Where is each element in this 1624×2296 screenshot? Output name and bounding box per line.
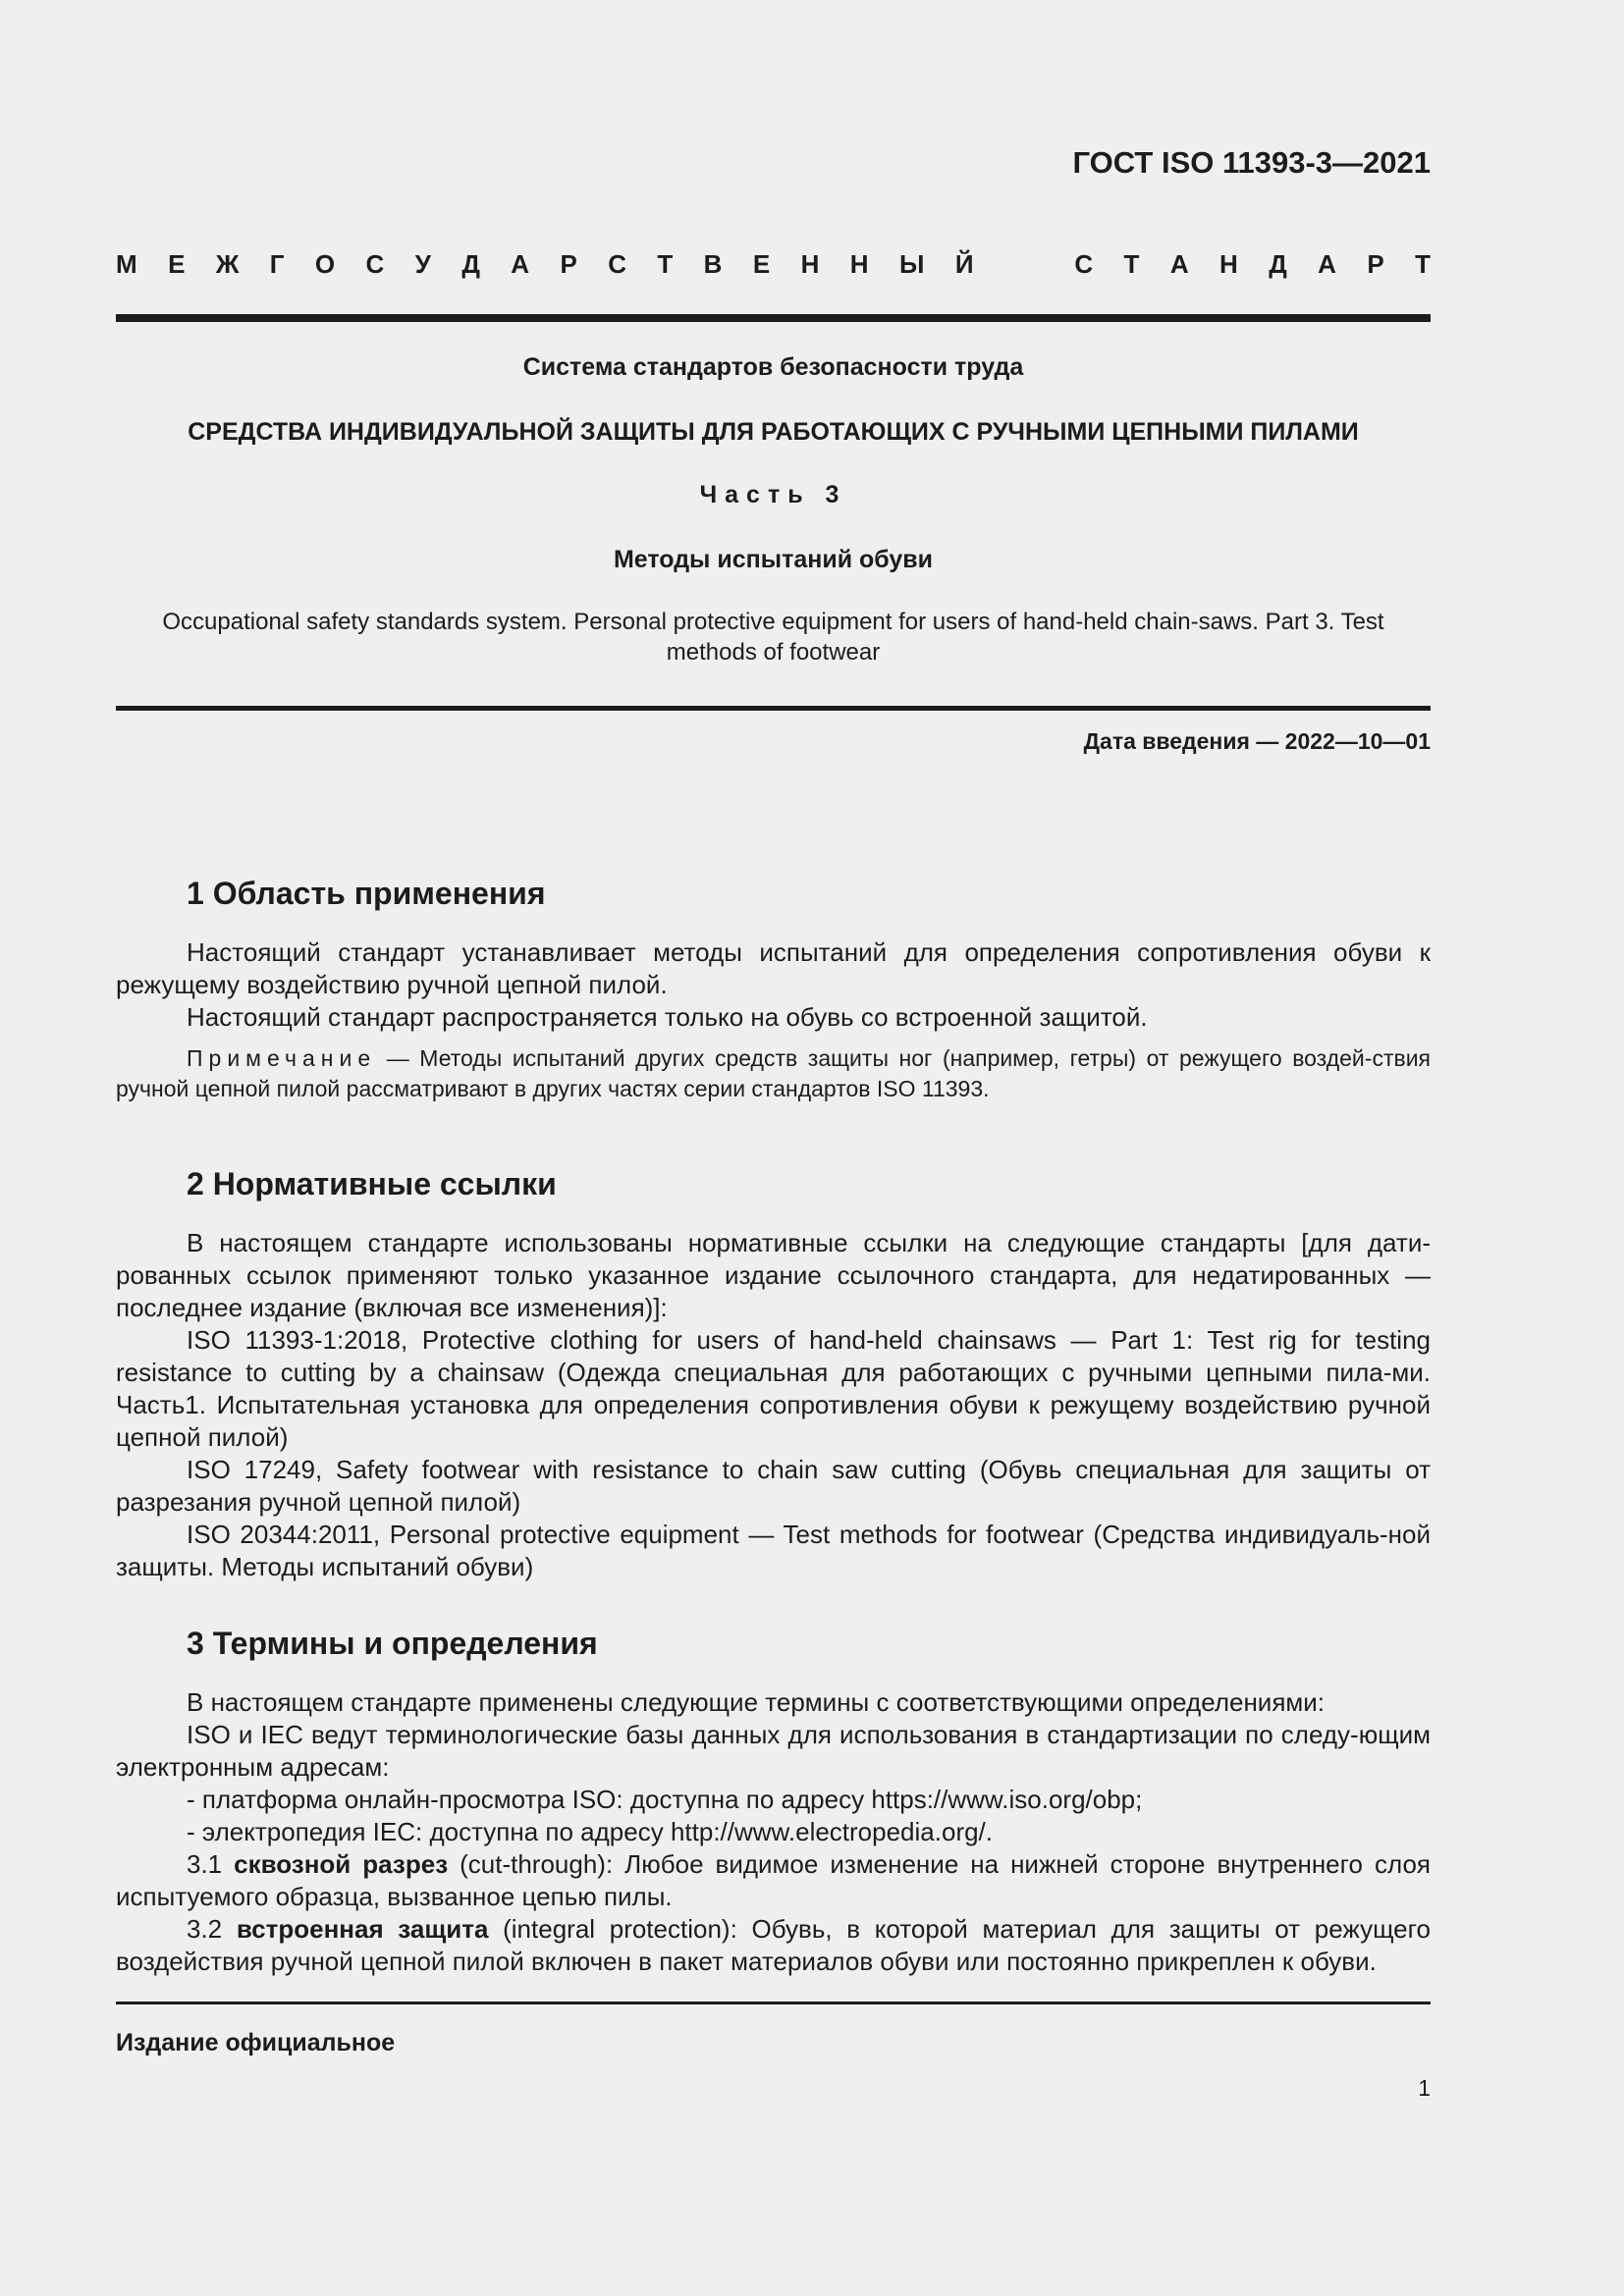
heading-letter: А xyxy=(1169,249,1189,279)
english-title: Occupational safety standards system. Personal protective equipment for users of hand-held chain-saws. Part 3. Test methods of footwear xyxy=(162,609,1384,666)
section-2-body xyxy=(116,1227,1431,1583)
heading-letter: В xyxy=(703,249,723,279)
heading-letter: Й xyxy=(954,249,974,279)
heading-letter: А xyxy=(1318,249,1336,279)
page-number: 1 xyxy=(1418,2075,1431,2101)
reference-item: ISO 11393-1:2018, Protective clothing for users of hand-held chainsaws — Part 1: Test rig for testing resistance to cutting by a chainsaw (Одежда специальная для работающих с ручными цепными пила-ми. Часть1. Испытательная установка для определения сопротивления обуви к режущему воздействию ручной цепной пилой) xyxy=(116,1325,1431,1452)
term: сквозной разрез xyxy=(234,1849,449,1879)
heading-letter: Е xyxy=(168,249,186,279)
heading-letter: Е xyxy=(752,249,771,279)
list-item: - электропедия IEC: доступна по адресу http://www.electropedia.org/. xyxy=(187,1817,994,1846)
heading-letter: У xyxy=(414,249,431,279)
term-definition xyxy=(116,1913,1431,1978)
part-title: Часть 3 xyxy=(699,481,847,508)
reference-item: ISO 20344:2011, Personal protective equipment — Test methods for footwear (Средства индивидуаль-ной защиты. Методы испытаний обуви) xyxy=(116,1520,1431,1581)
heading-letter: Т xyxy=(1123,249,1140,279)
definition: (integral protection): Обувь, в которой материал для защиты от режущего воздействия ручной цепной пилой включен в пакет материалов обуви или постоянно прикреплен к обуви. xyxy=(116,1914,1431,1976)
section-3-body xyxy=(116,1686,1431,1978)
heading-letter: Т xyxy=(1415,249,1431,279)
paragraph: В настоящем стандарте использованы нормативные ссылки на следующие стандарты [для дати-рованных ссылок применяют только указанное издание ссылочного стандарта, для недатированных — последнее издание (включая все изменения)]: xyxy=(116,1228,1431,1322)
heading-letter: Г xyxy=(269,249,285,279)
heading-letter: С xyxy=(1074,249,1094,279)
introduction-date: Дата введения — 2022—10—01 xyxy=(1083,728,1431,754)
heading-letter: Р xyxy=(560,249,577,279)
heading-letter: А xyxy=(511,249,530,279)
main-title: СРЕДСТВА ИНДИВИДУАЛЬНОЙ ЗАЩИТЫ ДЛЯ РАБОТАЮЩИХ С РУЧНЫМИ ЦЕПНЫМИ ПИЛАМИ xyxy=(188,418,1359,446)
paragraph: В настоящем стандарте применены следующие термины с соответствующими определениями: xyxy=(187,1687,1326,1717)
standard-code: ГОСТ ISO 11393-3—2021 xyxy=(1072,145,1431,180)
term: встроенная защита xyxy=(236,1914,489,1944)
note-label: Примечание xyxy=(187,1045,377,1071)
heading-letter: Р xyxy=(1367,249,1384,279)
section-3-title: 3 Термины и определения xyxy=(187,1626,598,1661)
list-item: - платформа онлайн-просмотра ISO: доступна по адресу https://www.iso.org/obp; xyxy=(187,1785,1143,1814)
paragraph: Настоящий стандарт распространяется только на обувь со встроенной защитой. xyxy=(187,1002,1148,1032)
term-number: 3.1 xyxy=(187,1849,235,1879)
header-rule xyxy=(116,314,1431,322)
heading-letter: М xyxy=(116,249,137,279)
heading-letter: О xyxy=(314,249,336,279)
heading-letter: С xyxy=(608,249,626,279)
heading-letter: С xyxy=(365,249,385,279)
footer-rule xyxy=(116,2002,1431,2004)
heading-letter: Ы xyxy=(898,249,925,279)
heading-letter: Д xyxy=(1269,249,1287,279)
heading-letter: Т xyxy=(657,249,674,279)
title-rule xyxy=(116,706,1431,711)
section-2-title: 2 Нормативные ссылки xyxy=(187,1166,557,1201)
note-text: — Методы испытаний других средств защиты ног (например, гетры) от режущего воздей-ствия ручной цепной пилой рассматривают в других частях серии стандартов ISO 11393. xyxy=(116,1045,1431,1101)
section-1-body xyxy=(116,936,1431,1104)
reference-item: ISO 17249, Safety footwear with resistance to chain saw cutting (Обувь специальная для защиты от разрезания ручной цепной пилой) xyxy=(116,1455,1431,1517)
interstate-standard-heading xyxy=(116,249,1431,289)
term-definition xyxy=(116,1848,1431,1913)
section-1-title: 1 Область применения xyxy=(187,876,546,911)
subtitle: Методы испытаний обуви xyxy=(613,546,934,573)
paragraph: ISO и IEC ведут терминологические базы данных для использования в стандартизации по следу-ющим электронным адресам: xyxy=(116,1720,1431,1782)
official-edition: Издание официальное xyxy=(116,2029,396,2056)
definition: (cut-through): Любое видимое изменение на нижней стороне внутреннего слоя испытуемого образца, вызванное цепью пилы. xyxy=(116,1849,1432,1911)
heading-letter: Н xyxy=(849,249,869,279)
heading-gap xyxy=(1004,249,1044,289)
heading-letter: Н xyxy=(800,249,820,279)
paragraph: Настоящий стандарт устанавливает методы испытаний для определения сопротивления обуви к режущему воздействию ручной цепной пилой. xyxy=(116,937,1431,999)
system-title: Система стандартов безопасности труда xyxy=(522,353,1024,381)
heading-letter: Н xyxy=(1219,249,1238,279)
note xyxy=(116,1043,1431,1104)
term-number: 3.2 xyxy=(187,1914,237,1944)
heading-letter: Д xyxy=(461,249,480,279)
heading-letter: Ж xyxy=(215,249,240,279)
